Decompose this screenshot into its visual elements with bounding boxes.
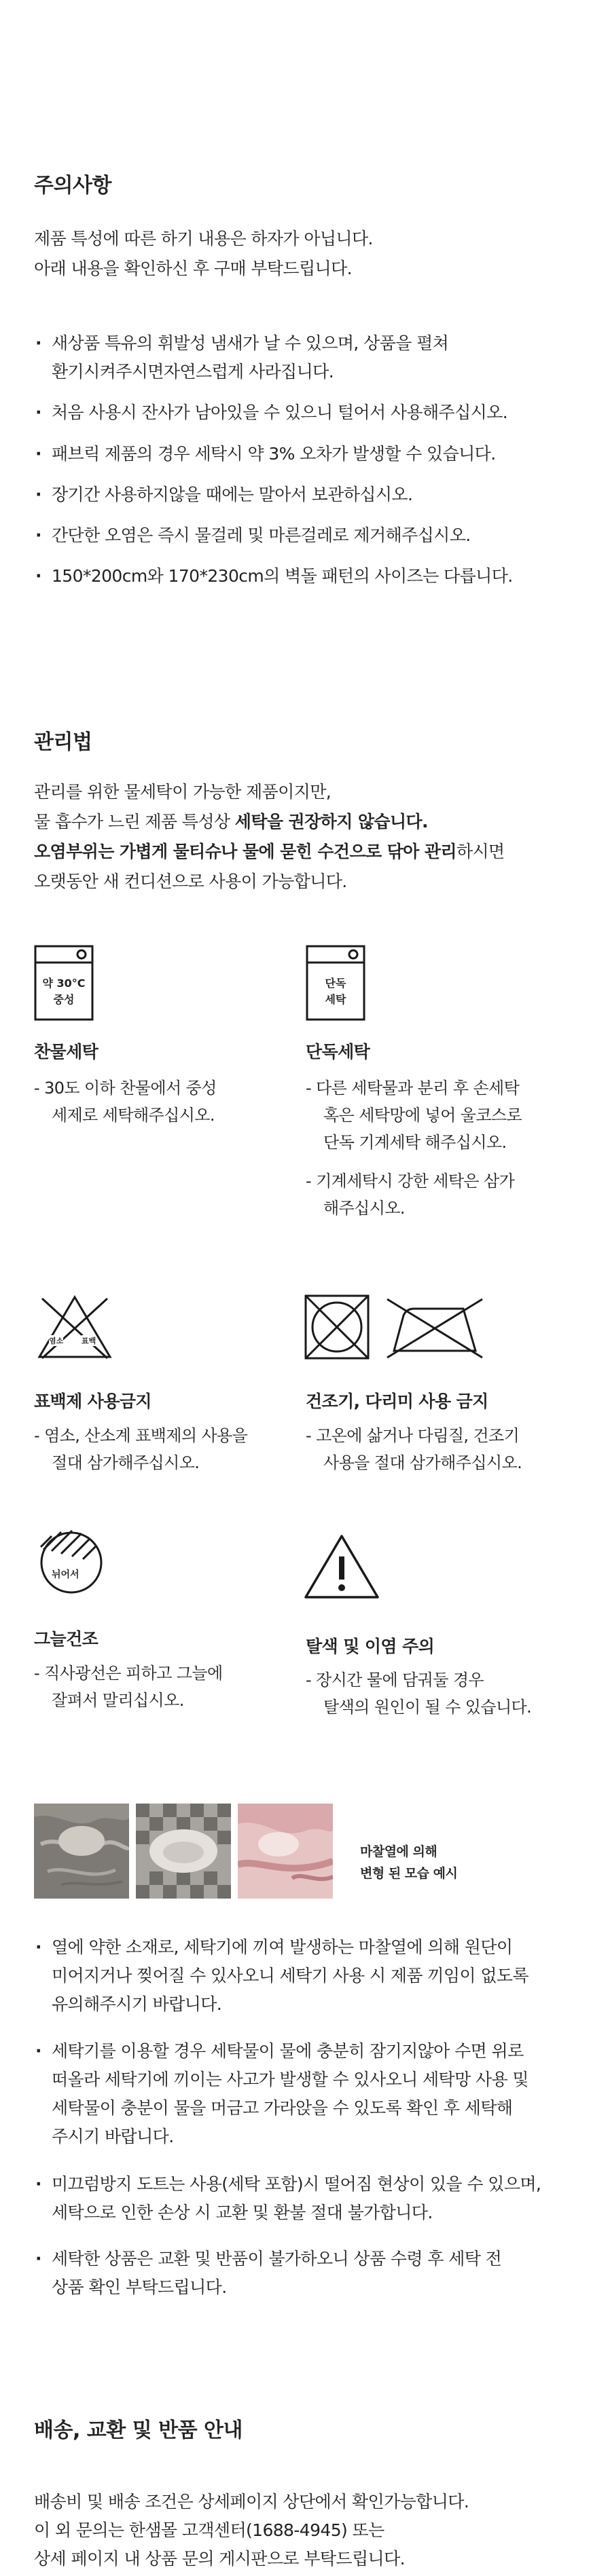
photo-caption-line: 마찰열에 의해 — [360, 1844, 437, 1859]
shade-dry-desc-line: - 직사광선은 피하고 그늘에 — [34, 1664, 223, 1683]
care-intro-1: 관리를 위한 물세탁이 가능한 제품이지만, — [34, 782, 332, 802]
separate-wash-desc-1 — [306, 1075, 577, 1156]
cold-wash-title: 찬물세탁 — [34, 1042, 98, 1062]
separate-wash-icon-label — [306, 975, 365, 1008]
care-item — [34, 2170, 564, 2227]
care-item-line: 상품 확인 부탁드립니다. — [52, 2277, 227, 2297]
separate-wash-desc-2 — [306, 1168, 577, 1222]
shipping-title: 배송, 교환 및 반품 안내 — [34, 2419, 243, 2442]
photo-caption — [360, 1841, 457, 1884]
care-item — [34, 2037, 564, 2151]
warning-icon — [302, 1532, 382, 1601]
caution-intro-1: 제품 특성에 따른 하기 내용은 하자가 아닙니다. — [34, 229, 373, 248]
care-item-line: 떠올라 세탁기에 끼이는 사고가 발생할 수 있사오니 세탁망 사용 및 — [52, 2070, 529, 2089]
care-item-line: · 세탁기를 이용할 경우 세탁물이 물에 충분히 잠기지않아 수면 위로 — [52, 2041, 524, 2061]
caution-intro-2: 아래 내용을 확인하신 후 구매 부탁드립니다. — [34, 259, 352, 278]
care-intro-3-text: 하시면 — [456, 842, 505, 861]
damage-photo-3 — [238, 1804, 333, 1899]
no-dryer-iron-desc — [306, 1422, 577, 1476]
separate-wash-desc-line: - 다른 세탁물과 분리 후 손세탁 — [306, 1079, 520, 1098]
separate-wash-icon — [306, 945, 365, 1021]
caution-item — [34, 521, 564, 550]
no-dryer-icon — [303, 1293, 371, 1361]
color-caution-desc-line: - 장시간 물에 담궈둘 경우 — [306, 1670, 484, 1690]
cold-wash-icon-line: 약 30°C — [42, 977, 86, 990]
no-bleach-icon — [34, 1293, 115, 1361]
caution-item — [34, 562, 564, 591]
separate-wash-title: 단독세탁 — [306, 1042, 370, 1062]
no-bleach-desc-line: - 염소, 산소계 표백제의 사용을 — [34, 1426, 248, 1445]
caution-title: 주의사항 — [34, 174, 111, 198]
color-caution-title: 탈색 및 이염 주의 — [306, 1637, 435, 1656]
cold-wash-desc — [34, 1075, 292, 1129]
care-intro-3-emphasis: 오염부위는 가볍게 물티슈나 물에 묻힌 수건으로 닦아 관리 — [34, 842, 456, 861]
care-item-line: · 미끄럼방지 도트는 사용(세탁 포함)시 떨어짐 현상이 있을 수 있으며, — [52, 2174, 541, 2194]
no-dryer-iron-desc-line: 사용을 절대 삼가해주십시오. — [323, 1453, 522, 1472]
care-item-line: 세탁물이 충분이 물을 머금고 가라앉을 수 있도록 확인 후 세탁해 — [52, 2098, 513, 2118]
caution-item-line: · 150*200cm와 170*230cm의 벽돌 패턴의 사이즈는 다릅니다. — [52, 566, 513, 586]
care-title: 관리법 — [34, 730, 92, 754]
shipping-line-3: 상세 페이지 내 상품 문의 게시판으로 부탁드립니다. — [34, 2549, 405, 2569]
care-item-line: · 세탁한 상품은 교환 및 반품이 불가하오니 상품 수령 후 세탁 전 — [52, 2249, 502, 2269]
separate-wash-icon-line: 단독 — [325, 977, 346, 990]
separate-wash-desc-line: 단독 기계세탁 해주십시오. — [323, 1133, 507, 1152]
photo-caption-line: 변형 된 모습 예시 — [360, 1866, 458, 1881]
care-item — [34, 1933, 564, 2019]
damage-photo-2 — [136, 1804, 231, 1899]
shipping-line-2: 이 외 문의는 한샘몰 고객센터(1688-4945) 또는 — [34, 2520, 384, 2540]
caution-item — [34, 329, 564, 386]
shade-dry-icon — [34, 1525, 109, 1600]
color-caution-desc — [306, 1666, 577, 1721]
no-bleach-title: 표백제 사용금지 — [34, 1392, 151, 1411]
caution-item-line: · 패브릭 제품의 경우 세탁시 약 3% 오차가 발생할 수 있습니다. — [52, 444, 496, 464]
caution-item-line: · 처음 사용시 잔사가 남아있을 수 있으니 털어서 사용해주십시오. — [52, 403, 508, 422]
caution-item — [34, 481, 564, 509]
care-item-line: 세탁으로 인한 손상 시 교환 및 환불 절대 불가합니다. — [52, 2203, 433, 2222]
separate-wash-desc-line: 해주십시오. — [323, 1199, 405, 1218]
shade-dry-desc-line: 잘펴서 말리십시오. — [52, 1691, 184, 1710]
color-caution-desc-line: 탈색의 원인이 될 수 있습니다. — [323, 1698, 532, 1717]
separate-wash-desc-line: 혹은 세탁망에 넣어 울코스로 — [323, 1106, 522, 1125]
no-bleach-desc — [34, 1422, 306, 1476]
cold-wash-icon-label — [34, 975, 94, 1008]
no-bleach-icon-label-2: 표백 — [82, 1337, 96, 1345]
care-intro-2-emphasis: 세탁을 권장하지 않습니다. — [234, 812, 428, 832]
care-intro-2-text: 물 흡수가 느린 제품 특성상 — [34, 812, 235, 832]
cold-wash-desc-line: - 30도 이하 찬물에서 중성 — [34, 1079, 217, 1098]
no-dryer-iron-desc-line: - 고온에 삶거나 다림질, 건조기 — [306, 1426, 520, 1445]
care-item-line: 미어지거나 찢어질 수 있사오니 세탁기 사용 시 제품 끼임이 없도록 — [52, 1966, 529, 1985]
separate-wash-desc-line: - 기계세탁시 강한 세탁은 삼가 — [306, 1172, 515, 1191]
caution-item-line: · 새상품 특유의 휘발성 냄새가 날 수 있으며, 상품을 펼쳐 — [52, 333, 449, 353]
separate-wash-icon-line: 세탁 — [325, 993, 346, 1006]
caution-item — [34, 398, 564, 427]
care-intro-2 — [34, 807, 428, 837]
care-item-line: 유의해주시기 바랍니다. — [52, 1994, 222, 2014]
care-item-line: 주시기 바랍니다. — [52, 2127, 174, 2146]
no-iron-icon — [380, 1295, 489, 1360]
care-intro-4: 오랫동안 새 컨디션으로 사용이 가능합니다. — [34, 872, 347, 891]
care-item — [34, 2245, 564, 2302]
cold-wash-desc-line: 세제로 세탁해주십시오. — [52, 1106, 215, 1125]
shade-dry-icon-label: 뉘어서 — [52, 1569, 79, 1580]
caution-item — [34, 440, 564, 468]
shade-dry-title: 그늘건조 — [34, 1629, 98, 1649]
caution-item-line: · 간단한 오염은 즉시 물걸레 및 마른걸레로 제거해주십시오. — [52, 525, 471, 545]
no-dryer-iron-title: 건조기, 다리미 사용 금지 — [306, 1392, 488, 1411]
caution-item-line: 환기시켜주시면자연스럽게 사라집니다. — [52, 362, 334, 381]
no-bleach-icon-label-1: 염소 — [49, 1337, 64, 1345]
cold-wash-icon — [34, 945, 94, 1021]
care-item-line: · 열에 약한 소재로, 세탁기에 끼여 발생하는 마찰열에 의해 원단이 — [52, 1937, 513, 1957]
caution-item-line: · 장기간 사용하지않을 때에는 말아서 보관하십시오. — [52, 485, 413, 504]
shade-dry-desc — [34, 1660, 292, 1714]
no-bleach-desc-line: 절대 삼가해주십시오. — [52, 1453, 200, 1472]
damage-photo-1 — [34, 1804, 129, 1899]
care-intro-3 — [34, 837, 505, 867]
shipping-line-1: 배송비 및 배송 조건은 상세페이지 상단에서 확인가능합니다. — [34, 2492, 469, 2512]
cold-wash-icon-line: 중성 — [53, 993, 75, 1006]
